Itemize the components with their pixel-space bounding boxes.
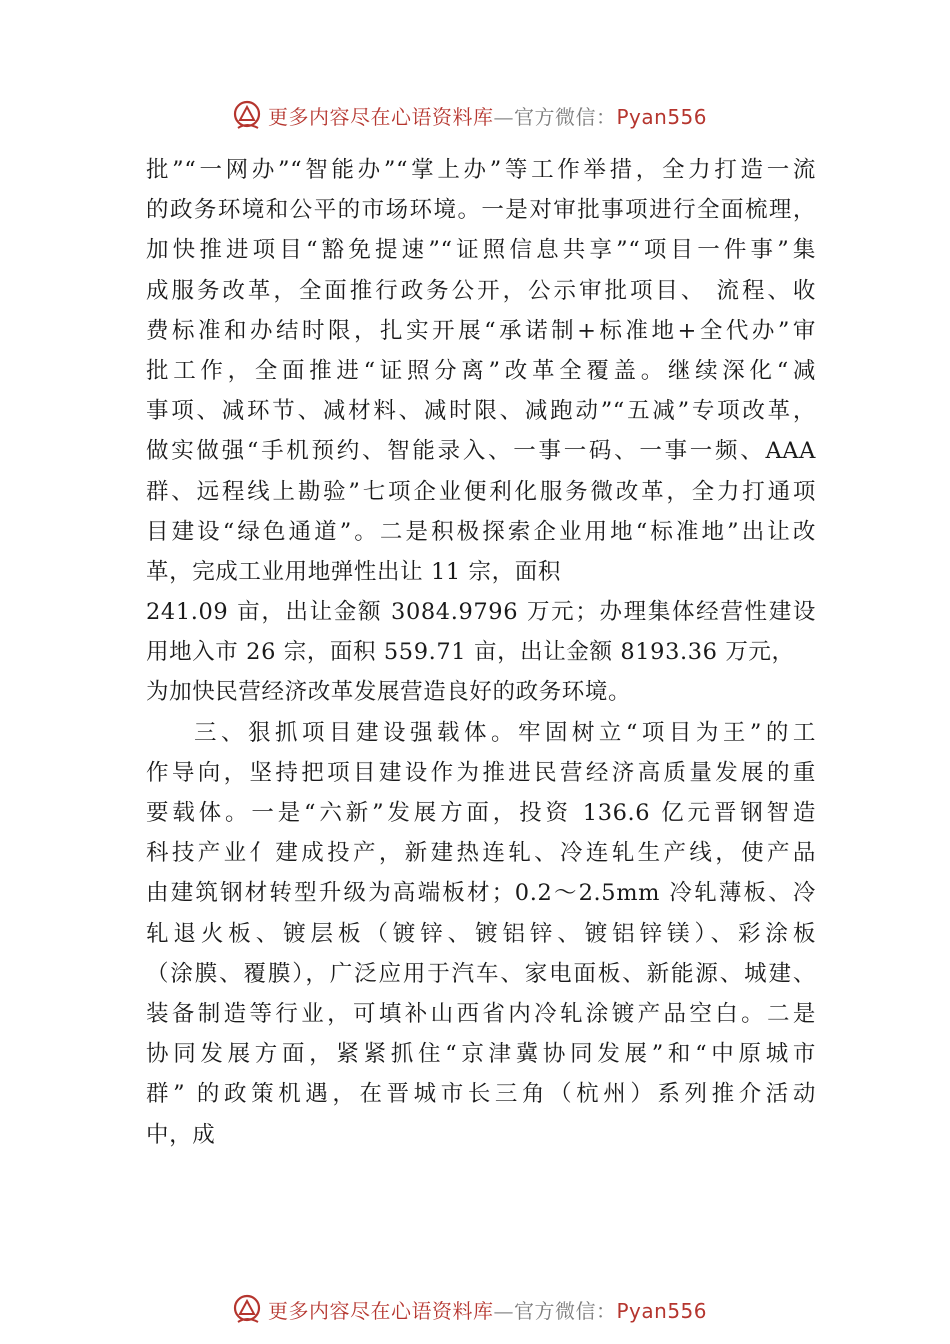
brand-logo-icon	[230, 98, 264, 132]
body-line: 的政务环境和公平的市场环境。一是对审批事项进行全面梳理，	[146, 197, 816, 224]
body-line: 目建设“绿色通道”。二是积极探索企业用地“标准地”出让改	[146, 518, 816, 545]
footer-separator: —	[493, 1298, 514, 1323]
body-line: 作导向，坚持把项目建设作为推进民营经济高质量发展的重	[146, 759, 816, 786]
body-line: 批工作，全面推进“证照分离”改革全覆盖。继续深化“减	[146, 357, 816, 384]
body-line: 装备制造等行业，可填补山西省内冷轧涂镀产品空白。二是	[146, 1000, 816, 1027]
section-heading-line: 三、狠抓项目建设强载体。牢固树立“项目为王”的工	[194, 719, 816, 746]
body-line: 批”“一网办”“智能办”“掌上办”等工作举措，全力打造一流	[146, 157, 816, 183]
header-brand: 更多内容尽在心语资料库	[268, 104, 494, 129]
body-line: 用地入市 26 宗，面积 559.71 亩，出让金额 8193.36 万元，	[146, 639, 795, 666]
body-line: 科技产业⺅建成投产，新建热连轧、冷连轧生产线，使产品	[146, 840, 816, 867]
body-line: 要载体。一是“六新”发展方面，投资 136.6 亿元晋钢智造	[146, 800, 816, 826]
body-line: （涂膜、覆膜），广泛应用于汽车、家电面板、新能源、城建、	[146, 960, 816, 987]
header-label: 官方微信：	[514, 104, 617, 129]
header-separator: —	[493, 104, 514, 129]
header-text	[268, 101, 707, 130]
footer-text	[268, 1295, 707, 1324]
body-line: 轧退火板、镀层板（镀锌、镀铝锌、镀铝锌镁）、彩涂板	[146, 920, 816, 947]
body-line: 群” 的政策机遇，在晋城市长三角（杭州）系列推介活动	[146, 1081, 816, 1108]
body-line: 革，完成工业用地弹性出让 11 宗，面积	[146, 558, 561, 585]
body-line: 由建筑钢材转型升级为高端板材；0.2～2.5mm 冷轧薄板、冷	[146, 880, 816, 907]
body-line: 协同发展方面，紧紧抓住“京津冀协同发展”和“中原城市	[146, 1041, 816, 1068]
brand-logo-icon	[230, 1292, 264, 1326]
header-wechat-id: Pyan556	[616, 104, 708, 129]
body-line: 为加快民营经济改革发展营造良好的政务环境。	[146, 679, 632, 706]
body-line: 中，成	[146, 1121, 216, 1148]
footer-brand: 更多内容尽在心语资料库	[268, 1298, 494, 1323]
body-line: 群、远程线上勘验”七项企业便利化服务微改革，全力打通项	[146, 478, 816, 505]
document-body	[146, 150, 816, 1155]
body-line: 费标准和办结时限，扎实开展“承诺制+标准地+全代办”审	[146, 317, 816, 344]
body-line: 241.09 亩，出让金额 3084.9796 万元；办理集体经营性建设	[146, 599, 816, 626]
footer-label: 官方微信：	[514, 1298, 617, 1323]
header-banner	[230, 96, 730, 134]
footer-banner	[230, 1290, 730, 1328]
body-line: 加快推进项目“豁免提速”“证照信息共享”“项目一件事”集	[146, 237, 816, 264]
body-line: 成服务改革，全面推行政务公开，公示审批项目、 流程、收	[146, 277, 816, 304]
footer-wechat-id: Pyan556	[616, 1298, 708, 1323]
body-line: 做实做强“手机预约、智能录入、一事一码、一事一频、AAA	[146, 438, 816, 465]
body-line: 事项、减环节、减材料、减时限、减跑动”“五减”专项改革，	[146, 398, 816, 425]
